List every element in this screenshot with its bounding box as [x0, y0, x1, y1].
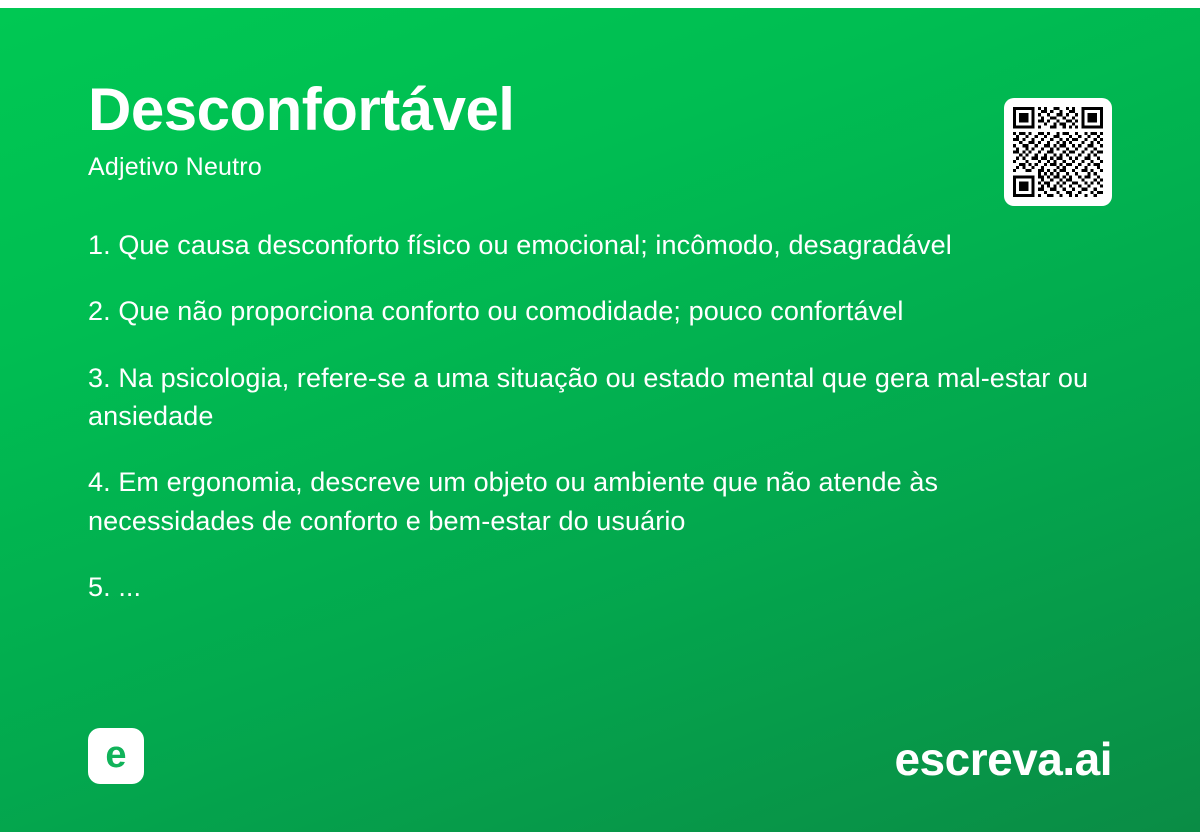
list-item: 2. Que não proporciona conforto ou comodidade; pouco confortável — [88, 296, 904, 327]
list-item: 3. Na psicologia, refere-se a uma situação ou estado mental que gera mal-estar ou ansiedade — [88, 362, 1089, 431]
escreva-logo-icon — [88, 728, 144, 784]
qr-code-icon[interactable] — [1004, 98, 1112, 206]
list-item: 4. Em ergonomia, descreve um objeto ou ambiente que não atende às necessidades de conforto e bem-estar do usuário — [88, 467, 939, 536]
page-title: Desconfortável — [88, 76, 515, 143]
brand-name: escreva.ai — [894, 733, 1112, 785]
logo-letter: e — [105, 733, 127, 776]
definition-list — [88, 226, 1112, 606]
part-of-speech-label: Adjetivo Neutro — [88, 153, 262, 181]
list-item: 1. Que causa desconforto físico ou emocional; incômodo, desagradável — [88, 230, 952, 260]
list-item: 5. ... — [88, 571, 142, 602]
dictionary-card — [0, 8, 1200, 832]
card-footer — [88, 728, 1112, 784]
